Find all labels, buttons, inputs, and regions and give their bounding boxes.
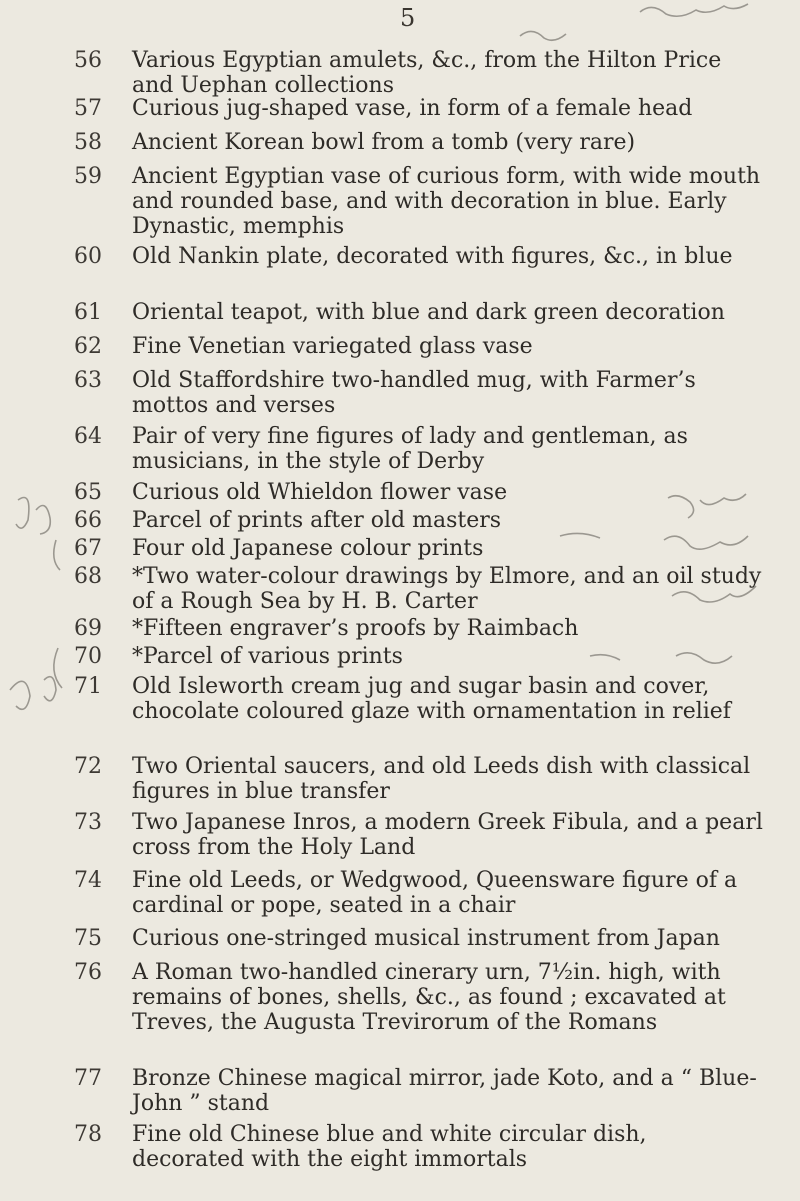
lot-number: 74	[74, 868, 102, 893]
lot-description: Curious jug-shaped vase, in form of a female head	[132, 96, 693, 121]
lot-description: Curious old Whieldon flower vase	[132, 480, 508, 505]
lot-description: Various Egyptian amulets, &c., from the Hilton Price and Uephan collections	[132, 48, 722, 98]
lot-description: *Two water-colour drawings by Elmore, and an oil study of a Rough Sea by H. B. Carter	[132, 564, 762, 614]
page-number: 5	[400, 4, 416, 32]
lot-62	[74, 334, 764, 368]
lot-75	[74, 926, 764, 960]
lot-58	[74, 130, 764, 164]
lot-description: Pair of very fine figures of lady and gentleman, as musicians, in the style of Derby	[132, 424, 688, 474]
lot-71	[74, 674, 764, 754]
lot-64	[74, 424, 764, 480]
lot-description: Fine old Leeds, or Wedgwood, Queensware figure of a cardinal or pope, seated in a chair	[132, 868, 738, 918]
lot-69	[74, 616, 764, 644]
lot-66	[74, 508, 764, 536]
lot-68	[74, 564, 764, 616]
lot-number: 67	[74, 536, 102, 561]
lot-number: 58	[74, 130, 102, 155]
lot-57	[74, 96, 764, 130]
lot-number: 61	[74, 300, 102, 325]
lot-description: Ancient Korean bowl from a tomb (very rare)	[132, 130, 636, 155]
lot-description: Fine Venetian variegated glass vase	[132, 334, 533, 359]
lot-76	[74, 960, 764, 1066]
lot-number: 77	[74, 1066, 102, 1091]
lot-59	[74, 164, 764, 244]
lot-description: Old Isleworth cream jug and sugar basin and cover, chocolate coloured glaze with ornamentation in relief	[132, 674, 731, 724]
lot-73	[74, 810, 764, 868]
lot-description: Four old Japanese colour prints	[132, 536, 484, 561]
lot-number: 65	[74, 480, 102, 505]
lot-number: 72	[74, 754, 102, 779]
lot-description: Parcel of prints after old masters	[132, 508, 502, 533]
lot-description: Old Staffordshire two-handled mug, with Farmer’s mottos and verses	[132, 368, 696, 418]
lot-description: *Parcel of various prints	[132, 644, 403, 669]
lot-77	[74, 1066, 764, 1122]
lot-number: 75	[74, 926, 102, 951]
lot-72	[74, 754, 764, 810]
lot-78	[74, 1122, 764, 1178]
lot-description: *Fifteen engraver’s proofs by Raimbach	[132, 616, 579, 641]
lot-description: Oriental teapot, with blue and dark green decoration	[132, 300, 725, 325]
lot-60	[74, 244, 764, 300]
lot-description: Two Oriental saucers, and old Leeds dish with classical figures in blue transfer	[132, 754, 751, 804]
lot-74	[74, 868, 764, 926]
lot-number: 76	[74, 960, 102, 985]
lot-56	[74, 48, 764, 96]
lot-number: 63	[74, 368, 102, 393]
lot-description: Old Nankin plate, decorated with figures, &c., in blue	[132, 244, 733, 269]
lot-number: 73	[74, 810, 102, 835]
lot-70	[74, 644, 764, 674]
lot-61	[74, 300, 764, 334]
lot-number: 60	[74, 244, 102, 269]
lot-number: 66	[74, 508, 102, 533]
lot-description: Curious one-stringed musical instrument from Japan	[132, 926, 720, 951]
lot-number: 71	[74, 674, 102, 699]
lot-number: 62	[74, 334, 102, 359]
lot-description: A Roman two-handled cinerary urn, 7½in. high, with remains of bones, shells, &c., as found ; excavated at Treves, the Augusta Trevirorum of the Romans	[132, 960, 726, 1035]
lot-67	[74, 536, 764, 564]
lot-65	[74, 480, 764, 508]
lot-description: Fine old Chinese blue and white circular dish, decorated with the eight immortals	[132, 1122, 647, 1172]
lot-number: 64	[74, 424, 102, 449]
lot-number: 68	[74, 564, 102, 589]
lot-description: Bronze Chinese magical mirror, jade Koto, and a “ Blue-John ” stand	[132, 1066, 757, 1116]
lot-number: 70	[74, 644, 102, 669]
lot-number: 78	[74, 1122, 102, 1147]
lot-number: 57	[74, 96, 102, 121]
lot-description: Ancient Egyptian vase of curious form, with wide mouth and rounded base, and with decoration in blue. Early Dynastic, memphis	[132, 164, 761, 239]
lot-number: 59	[74, 164, 102, 189]
lot-description: Two Japanese Inros, a modern Greek Fibula, and a pearl cross from the Holy Land	[132, 810, 763, 860]
lot-number: 56	[74, 48, 102, 73]
lot-63	[74, 368, 764, 424]
lot-number: 69	[74, 616, 102, 641]
lot-list	[74, 48, 764, 1178]
